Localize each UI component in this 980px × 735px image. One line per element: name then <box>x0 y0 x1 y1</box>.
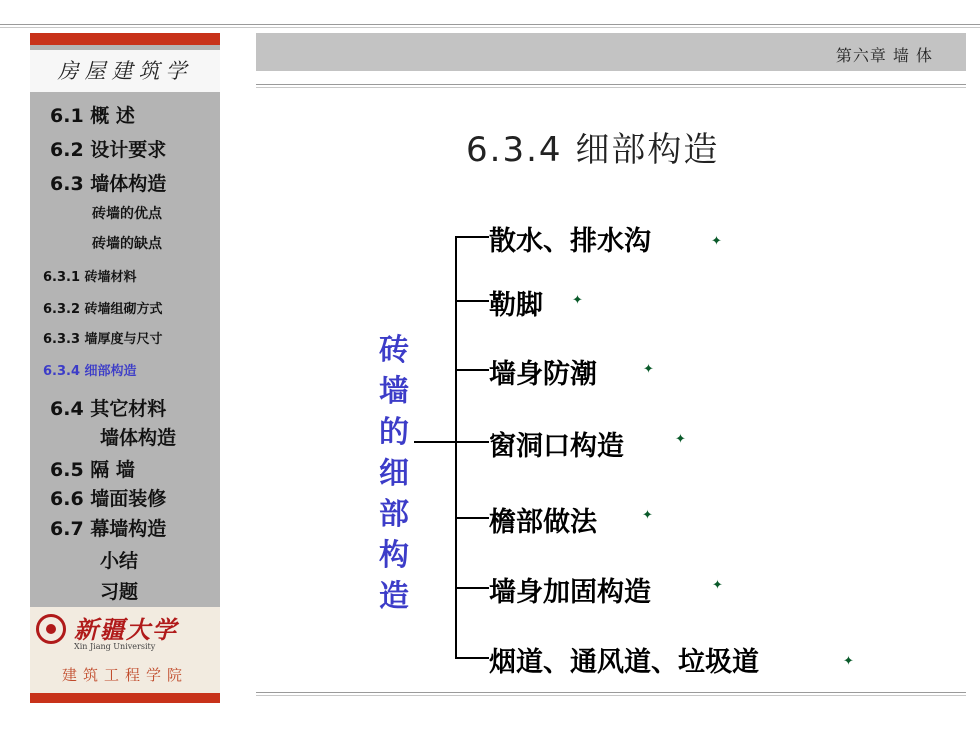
sidebar-item-6-3-4[interactable]: 6.3.4 细部构造 <box>43 364 137 379</box>
footer-divider-secondary <box>256 695 966 696</box>
sidebar-accent-bar <box>30 33 220 45</box>
bracket-arm <box>455 369 489 371</box>
vertical-char: 部 <box>379 497 409 532</box>
vertical-char: 造 <box>379 579 409 614</box>
sidebar-item-6-4-cont[interactable]: 墙体构造 <box>100 427 177 449</box>
header-divider <box>256 84 966 85</box>
vertical-char: 构 <box>379 538 409 573</box>
sidebar-item-6-3[interactable]: 6.3 墙体构造 <box>50 173 167 195</box>
link-marker-icon[interactable]: ✦ <box>642 508 653 523</box>
university-english-name: Xin Jiang University <box>74 642 156 651</box>
bracket-stem <box>414 441 455 443</box>
branch-wall-reinforcement[interactable]: 墙身加固构造 <box>489 577 651 608</box>
bracket-arm <box>455 517 489 519</box>
sidebar-item-6-7[interactable]: 6.7 幕墙构造 <box>50 518 167 540</box>
branch-flues-chutes[interactable]: 烟道、通风道、垃圾道 <box>489 647 759 678</box>
vertical-char: 的 <box>379 415 409 450</box>
bracket-arm <box>455 587 489 589</box>
sidebar-item-exercises[interactable]: 习题 <box>100 581 139 603</box>
sidebar-item-6-3-1[interactable]: 6.3.1 砖墙材料 <box>43 270 137 285</box>
link-marker-icon[interactable]: ✦ <box>675 432 686 447</box>
vertical-char: 墙 <box>379 374 409 409</box>
footer-divider <box>256 692 966 693</box>
sidebar-item-6-4[interactable]: 6.4 其它材料 <box>50 398 167 420</box>
bracket-arm <box>455 236 489 238</box>
sidebar-item-6-6[interactable]: 6.6 墙面装修 <box>50 488 167 510</box>
link-marker-icon[interactable]: ✦ <box>711 234 722 249</box>
branch-plinth[interactable]: 勒脚 <box>489 290 543 321</box>
top-divider <box>0 24 980 25</box>
link-marker-icon[interactable]: ✦ <box>572 293 583 308</box>
bracket-arm <box>455 441 489 443</box>
top-divider-secondary <box>0 27 980 28</box>
branch-apron-drain[interactable]: 散水、排水沟 <box>489 226 651 257</box>
branch-window-opening[interactable]: 窗洞口构造 <box>489 431 624 462</box>
vertical-char: 砖 <box>379 333 409 368</box>
branch-damp-proofing[interactable]: 墙身防潮 <box>489 359 597 390</box>
university-seal-icon <box>36 614 66 644</box>
page-title: 6.3.4 细部构造 <box>466 130 720 170</box>
link-marker-icon[interactable]: ✦ <box>643 362 654 377</box>
department-name: 建筑工程学院 <box>61 666 188 684</box>
sidebar-item-6-2[interactable]: 6.2 设计要求 <box>50 139 167 161</box>
vertical-char: 细 <box>379 456 409 491</box>
bracket-arm <box>455 300 489 302</box>
branch-eaves[interactable]: 檐部做法 <box>489 507 597 538</box>
sidebar-item-6-1[interactable]: 6.1 概 述 <box>50 105 135 127</box>
link-marker-icon[interactable]: ✦ <box>843 654 854 669</box>
chapter-title: 第六章 墙 体 <box>835 46 933 65</box>
sidebar-item-6-3-3[interactable]: 6.3.3 墙厚度与尺寸 <box>43 332 163 347</box>
sidebar-item-brick-disadvantages[interactable]: 砖墙的缺点 <box>92 236 162 252</box>
course-title: 房屋建筑学 <box>30 50 220 92</box>
sidebar-item-6-3-2[interactable]: 6.3.2 砖墙组砌方式 <box>43 302 163 317</box>
sidebar-item-brick-advantages[interactable]: 砖墙的优点 <box>92 206 162 222</box>
header-divider-secondary <box>256 87 966 88</box>
university-name: 新疆大学 <box>74 615 178 644</box>
link-marker-icon[interactable]: ✦ <box>712 578 723 593</box>
vertical-topic-label <box>374 330 414 617</box>
sidebar-item-summary[interactable]: 小结 <box>100 550 139 572</box>
bracket-arm <box>455 657 489 659</box>
sidebar-item-6-5[interactable]: 6.5 隔 墙 <box>50 459 135 481</box>
sidebar-accent-bar-bottom <box>30 693 220 703</box>
